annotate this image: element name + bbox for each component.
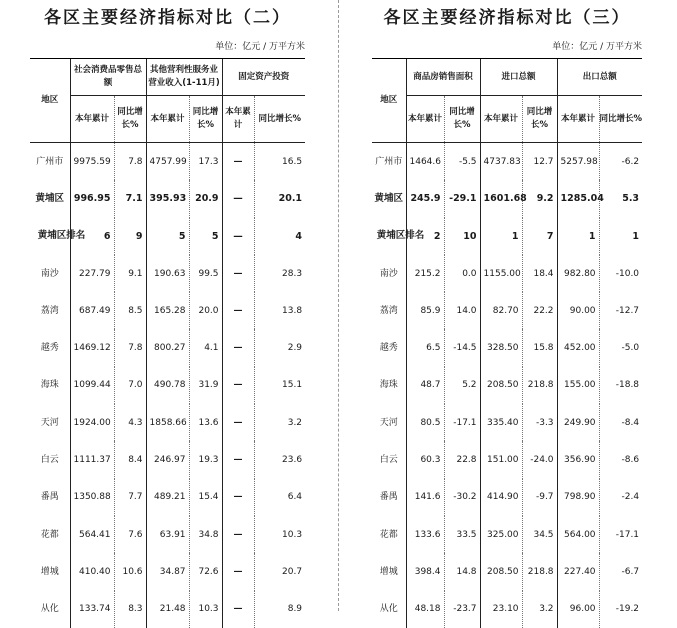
cell-yoy: 5 bbox=[189, 218, 222, 255]
cell-yoy: 7.1 bbox=[114, 180, 146, 217]
cell-yoy: 7 bbox=[522, 218, 557, 255]
cell-cumulative: 4757.99 bbox=[146, 143, 189, 181]
district-name: 广州市 bbox=[36, 156, 64, 167]
cell-cumulative: — bbox=[222, 255, 254, 292]
cell-yoy: -19.2 bbox=[599, 591, 642, 628]
cell-cumulative: 1155.00 bbox=[480, 255, 522, 292]
cell-cumulative: 982.80 bbox=[557, 255, 599, 292]
cell-yoy: 33.5 bbox=[444, 516, 480, 553]
subheader-yoy: 同比增长% bbox=[254, 96, 305, 143]
cell-cumulative: 1924.00 bbox=[70, 404, 114, 441]
cell-yoy: -29.1 bbox=[444, 180, 480, 217]
cell-cumulative: — bbox=[222, 367, 254, 404]
cell-yoy: 5.3 bbox=[599, 180, 642, 217]
cell-cumulative: 215.2 bbox=[406, 255, 444, 292]
table-row bbox=[372, 329, 642, 366]
cell-cumulative: 1099.44 bbox=[70, 367, 114, 404]
table-row bbox=[372, 553, 642, 590]
cell-cumulative: 60.3 bbox=[406, 441, 444, 478]
cell-yoy: 1 bbox=[599, 218, 642, 255]
cell-cumulative: 2 bbox=[406, 218, 444, 255]
cell-cumulative: 1285.04 bbox=[557, 180, 599, 217]
cell-cumulative: — bbox=[222, 292, 254, 329]
cell-yoy: 14.8 bbox=[444, 553, 480, 590]
subheader-cum: 本年累计 bbox=[70, 96, 114, 143]
district-name: 白云 bbox=[379, 455, 398, 466]
district-header: 地区 bbox=[372, 59, 406, 143]
cell-yoy: 20.1 bbox=[254, 180, 305, 217]
cell-cumulative: 151.00 bbox=[480, 441, 522, 478]
cell-cumulative: 1350.88 bbox=[70, 479, 114, 516]
cell-yoy: 20.9 bbox=[189, 180, 222, 217]
group-header: 出口总额 bbox=[557, 59, 642, 96]
cell-yoy: 218.8 bbox=[522, 553, 557, 590]
table-row bbox=[372, 143, 642, 181]
table-row bbox=[372, 479, 642, 516]
cell-yoy: 23.6 bbox=[254, 441, 305, 478]
cell-cumulative: — bbox=[222, 404, 254, 441]
cell-yoy: 218.8 bbox=[522, 367, 557, 404]
cell-yoy: 7.7 bbox=[114, 479, 146, 516]
cell-cumulative: 1 bbox=[480, 218, 522, 255]
cell-cumulative: 398.4 bbox=[406, 553, 444, 590]
right-unit: 单位：亿元 / 万平方米 bbox=[552, 42, 642, 52]
cell-cumulative: 4737.83 bbox=[480, 143, 522, 181]
table-row bbox=[30, 516, 305, 553]
district-name: 黄埔区排名 bbox=[376, 230, 425, 242]
cell-cumulative: — bbox=[222, 553, 254, 590]
right-table-body bbox=[372, 143, 642, 628]
table-row bbox=[30, 292, 305, 329]
right-panel bbox=[372, 0, 642, 628]
cell-yoy: -8.6 bbox=[599, 441, 642, 478]
cell-cumulative: 96.00 bbox=[557, 591, 599, 628]
cell-cumulative: 227.40 bbox=[557, 553, 599, 590]
subheader-cum: 本年累计 bbox=[480, 96, 522, 143]
cell-cumulative: 23.10 bbox=[480, 591, 522, 628]
cell-yoy: 9 bbox=[114, 218, 146, 255]
cell-cumulative: — bbox=[222, 218, 254, 255]
district-name: 越秀 bbox=[379, 343, 398, 354]
cell-yoy: 15.8 bbox=[522, 329, 557, 366]
cell-cumulative: 1469.12 bbox=[70, 329, 114, 366]
cell-yoy: -30.2 bbox=[444, 479, 480, 516]
cell-cumulative: 800.27 bbox=[146, 329, 189, 366]
cell-yoy: 13.8 bbox=[254, 292, 305, 329]
cell-yoy: 10.3 bbox=[189, 591, 222, 628]
cell-cumulative: 165.28 bbox=[146, 292, 189, 329]
table-row bbox=[372, 180, 642, 217]
group-header: 社会消费品零售总额 bbox=[70, 59, 146, 96]
table-row bbox=[30, 404, 305, 441]
subheader-cum: 本年累计 bbox=[222, 96, 254, 143]
cell-yoy: 34.8 bbox=[189, 516, 222, 553]
district-name: 天河 bbox=[40, 417, 59, 428]
right-title: 各区主要经济指标对比（三） bbox=[383, 8, 631, 28]
group-header: 进口总额 bbox=[480, 59, 557, 96]
subheader-yoy: 同比增长% bbox=[189, 96, 222, 143]
cell-yoy: -3.3 bbox=[522, 404, 557, 441]
cell-yoy: -23.7 bbox=[444, 591, 480, 628]
cell-yoy: 19.3 bbox=[189, 441, 222, 478]
cell-cumulative: 1858.66 bbox=[146, 404, 189, 441]
district-name: 黄埔区排名 bbox=[37, 230, 86, 242]
cell-yoy: 9.1 bbox=[114, 255, 146, 292]
cell-cumulative: — bbox=[222, 441, 254, 478]
cell-yoy: 2.9 bbox=[254, 329, 305, 366]
subheader-cum: 本年累计 bbox=[146, 96, 189, 143]
cell-cumulative: 21.48 bbox=[146, 591, 189, 628]
cell-cumulative: 564.41 bbox=[70, 516, 114, 553]
right-table bbox=[372, 59, 642, 628]
cell-yoy: -2.4 bbox=[599, 479, 642, 516]
table-row bbox=[372, 441, 642, 478]
cell-cumulative: 133.74 bbox=[70, 591, 114, 628]
district-header: 地区 bbox=[30, 59, 70, 143]
cell-cumulative: 82.70 bbox=[480, 292, 522, 329]
district-name: 黄埔区 bbox=[374, 192, 403, 204]
cell-cumulative: 133.6 bbox=[406, 516, 444, 553]
cell-cumulative: 208.50 bbox=[480, 553, 522, 590]
cell-yoy: 20.0 bbox=[189, 292, 222, 329]
district-name: 增城 bbox=[40, 566, 59, 577]
group-header: 商品房销售面积 bbox=[406, 59, 480, 96]
cell-cumulative: 5 bbox=[146, 218, 189, 255]
cell-cumulative: — bbox=[222, 479, 254, 516]
cell-yoy: -9.7 bbox=[522, 479, 557, 516]
cell-yoy: 8.5 bbox=[114, 292, 146, 329]
cell-yoy: 15.4 bbox=[189, 479, 222, 516]
cell-yoy: 4.1 bbox=[189, 329, 222, 366]
table-row bbox=[30, 218, 305, 255]
cell-yoy: 14.0 bbox=[444, 292, 480, 329]
left-unit: 单位：亿元 / 万平方米 bbox=[215, 42, 305, 52]
cell-cumulative: 1111.37 bbox=[70, 441, 114, 478]
cell-cumulative: 452.00 bbox=[557, 329, 599, 366]
cell-cumulative: 227.79 bbox=[70, 255, 114, 292]
cell-yoy: 31.9 bbox=[189, 367, 222, 404]
cell-yoy: 7.8 bbox=[114, 143, 146, 181]
table-row bbox=[372, 367, 642, 404]
cell-cumulative: 34.87 bbox=[146, 553, 189, 590]
cell-yoy: -24.0 bbox=[522, 441, 557, 478]
cell-cumulative: 141.6 bbox=[406, 479, 444, 516]
district-name: 增城 bbox=[379, 566, 398, 577]
district-name: 越秀 bbox=[40, 343, 59, 354]
cell-cumulative: 356.90 bbox=[557, 441, 599, 478]
cell-yoy: -18.8 bbox=[599, 367, 642, 404]
cell-cumulative: 85.9 bbox=[406, 292, 444, 329]
district-name: 海珠 bbox=[40, 380, 59, 391]
cell-cumulative: 395.93 bbox=[146, 180, 189, 217]
district-name: 荔湾 bbox=[379, 305, 398, 316]
cell-yoy: 18.4 bbox=[522, 255, 557, 292]
subheader-yoy: 同比增长% bbox=[599, 96, 642, 143]
cell-yoy: -5.0 bbox=[599, 329, 642, 366]
cell-yoy: 7.6 bbox=[114, 516, 146, 553]
cell-cumulative: 249.90 bbox=[557, 404, 599, 441]
cell-cumulative: 335.40 bbox=[480, 404, 522, 441]
cell-yoy: 8.3 bbox=[114, 591, 146, 628]
subheader-yoy: 同比增长% bbox=[114, 96, 146, 143]
cell-cumulative: 5257.98 bbox=[557, 143, 599, 181]
cell-yoy: -10.0 bbox=[599, 255, 642, 292]
cell-yoy: -14.5 bbox=[444, 329, 480, 366]
cell-yoy: 0.0 bbox=[444, 255, 480, 292]
district-name: 番禺 bbox=[379, 492, 398, 503]
cell-yoy: 7.8 bbox=[114, 329, 146, 366]
page-divider bbox=[338, 0, 339, 611]
cell-cumulative: 996.95 bbox=[70, 180, 114, 217]
left-title: 各区主要经济指标对比（二） bbox=[44, 8, 291, 28]
cell-yoy: 3.2 bbox=[254, 404, 305, 441]
cell-yoy: 12.7 bbox=[522, 143, 557, 181]
cell-cumulative: 798.90 bbox=[557, 479, 599, 516]
table-row bbox=[30, 591, 305, 628]
subheader-cum: 本年累计 bbox=[406, 96, 444, 143]
table-row bbox=[30, 180, 305, 217]
cell-cumulative: 410.40 bbox=[70, 553, 114, 590]
cell-yoy: 28.3 bbox=[254, 255, 305, 292]
cell-cumulative: 414.90 bbox=[480, 479, 522, 516]
district-name: 天河 bbox=[379, 417, 398, 428]
cell-yoy: 10 bbox=[444, 218, 480, 255]
cell-yoy: -5.5 bbox=[444, 143, 480, 181]
left-table bbox=[30, 59, 305, 628]
cell-cumulative: — bbox=[222, 591, 254, 628]
group-header: 其他营利性服务业营业收入(1-11月) bbox=[146, 59, 222, 96]
table-row bbox=[30, 479, 305, 516]
cell-cumulative: 489.21 bbox=[146, 479, 189, 516]
left-table-body bbox=[30, 143, 305, 628]
cell-yoy: 3.2 bbox=[522, 591, 557, 628]
cell-cumulative: 155.00 bbox=[557, 367, 599, 404]
table-row bbox=[30, 441, 305, 478]
district-name: 黄埔区 bbox=[35, 192, 64, 204]
cell-yoy: 8.4 bbox=[114, 441, 146, 478]
cell-yoy: 5.2 bbox=[444, 367, 480, 404]
cell-yoy: 17.3 bbox=[189, 143, 222, 181]
cell-yoy: 9.2 bbox=[522, 180, 557, 217]
district-name: 南沙 bbox=[379, 268, 398, 279]
cell-cumulative: 6.5 bbox=[406, 329, 444, 366]
cell-yoy: 72.6 bbox=[189, 553, 222, 590]
table-row bbox=[30, 329, 305, 366]
cell-yoy: 15.1 bbox=[254, 367, 305, 404]
district-name: 花都 bbox=[40, 529, 59, 540]
cell-yoy: 22.8 bbox=[444, 441, 480, 478]
cell-yoy: 16.5 bbox=[254, 143, 305, 181]
district-name: 南沙 bbox=[40, 268, 59, 279]
left-panel bbox=[30, 0, 305, 628]
district-name: 海珠 bbox=[379, 380, 398, 391]
cell-cumulative: — bbox=[222, 180, 254, 217]
subheader-yoy: 同比增长% bbox=[522, 96, 557, 143]
cell-cumulative: 6 bbox=[70, 218, 114, 255]
table-row bbox=[372, 591, 642, 628]
cell-yoy: 4 bbox=[254, 218, 305, 255]
cell-cumulative: 9975.59 bbox=[70, 143, 114, 181]
district-name: 从化 bbox=[379, 604, 398, 615]
table-row bbox=[372, 404, 642, 441]
cell-cumulative: 564.00 bbox=[557, 516, 599, 553]
cell-cumulative: — bbox=[222, 329, 254, 366]
subheader-cum: 本年累计 bbox=[557, 96, 599, 143]
district-name: 广州市 bbox=[375, 156, 403, 167]
cell-cumulative: 687.49 bbox=[70, 292, 114, 329]
cell-cumulative: 1464.6 bbox=[406, 143, 444, 181]
group-header: 固定资产投资 bbox=[222, 59, 305, 96]
district-name: 荔湾 bbox=[40, 305, 59, 316]
cell-yoy: -17.1 bbox=[444, 404, 480, 441]
cell-yoy: 22.2 bbox=[522, 292, 557, 329]
cell-cumulative: 80.5 bbox=[406, 404, 444, 441]
cell-cumulative: — bbox=[222, 143, 254, 181]
district-name: 白云 bbox=[40, 455, 59, 466]
cell-cumulative: — bbox=[222, 516, 254, 553]
cell-yoy: -6.2 bbox=[599, 143, 642, 181]
district-name: 从化 bbox=[40, 604, 59, 615]
table-row bbox=[30, 143, 305, 181]
table-row bbox=[372, 292, 642, 329]
cell-cumulative: 208.50 bbox=[480, 367, 522, 404]
cell-cumulative: 1 bbox=[557, 218, 599, 255]
table-row bbox=[30, 553, 305, 590]
cell-yoy: 4.3 bbox=[114, 404, 146, 441]
cell-yoy: 7.0 bbox=[114, 367, 146, 404]
cell-yoy: 20.7 bbox=[254, 553, 305, 590]
cell-yoy: -17.1 bbox=[599, 516, 642, 553]
cell-cumulative: 1601.68 bbox=[480, 180, 522, 217]
cell-cumulative: 325.00 bbox=[480, 516, 522, 553]
cell-cumulative: 63.91 bbox=[146, 516, 189, 553]
cell-yoy: 10.3 bbox=[254, 516, 305, 553]
table-row bbox=[30, 255, 305, 292]
cell-yoy: -6.7 bbox=[599, 553, 642, 590]
district-name: 花都 bbox=[379, 529, 398, 540]
table-row bbox=[372, 255, 642, 292]
cell-yoy: 34.5 bbox=[522, 516, 557, 553]
cell-cumulative: 190.63 bbox=[146, 255, 189, 292]
table-row bbox=[372, 218, 642, 255]
cell-cumulative: 48.18 bbox=[406, 591, 444, 628]
subheader-yoy: 同比增长% bbox=[444, 96, 480, 143]
cell-cumulative: 48.7 bbox=[406, 367, 444, 404]
cell-yoy: 10.6 bbox=[114, 553, 146, 590]
cell-yoy: 99.5 bbox=[189, 255, 222, 292]
table-row bbox=[372, 516, 642, 553]
cell-yoy: -12.7 bbox=[599, 292, 642, 329]
cell-cumulative: 90.00 bbox=[557, 292, 599, 329]
cell-yoy: -8.4 bbox=[599, 404, 642, 441]
table-row bbox=[30, 367, 305, 404]
cell-cumulative: 490.78 bbox=[146, 367, 189, 404]
cell-yoy: 6.4 bbox=[254, 479, 305, 516]
cell-cumulative: 328.50 bbox=[480, 329, 522, 366]
cell-cumulative: 245.9 bbox=[406, 180, 444, 217]
cell-yoy: 8.9 bbox=[254, 591, 305, 628]
district-name: 番禺 bbox=[40, 492, 59, 503]
cell-yoy: 13.6 bbox=[189, 404, 222, 441]
cell-cumulative: 246.97 bbox=[146, 441, 189, 478]
